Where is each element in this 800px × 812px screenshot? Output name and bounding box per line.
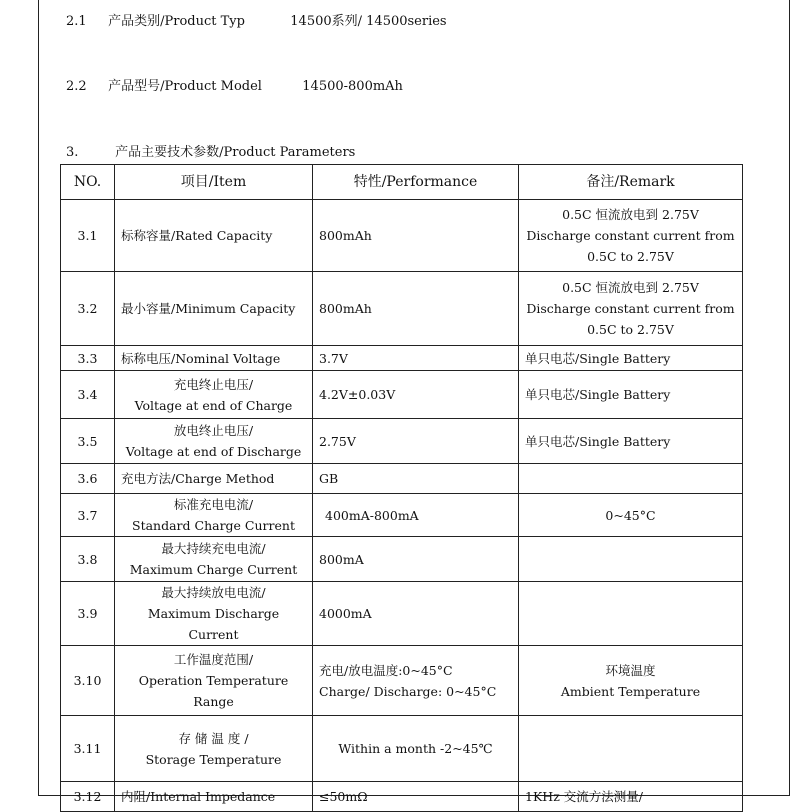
row-performance: ≤50mΩ xyxy=(313,782,519,812)
row-performance: 800mAh xyxy=(313,272,519,346)
row-performance: 3.7V xyxy=(313,346,519,371)
row-performance: GB xyxy=(313,464,519,494)
table-row xyxy=(61,419,743,464)
row-performance: Within a month -2~45℃ xyxy=(313,716,519,782)
row-item: 标准充电电流/ Standard Charge Current xyxy=(115,494,313,537)
row-remark xyxy=(519,537,743,582)
row-performance: 充电/放电温度:0~45°C Charge/ Discharge: 0~45°C xyxy=(313,646,519,716)
table-row xyxy=(61,537,743,582)
row-performance: 800mA xyxy=(313,537,519,582)
row-no: 3.1 xyxy=(61,200,115,272)
section-3 xyxy=(66,141,355,160)
section-label: 产品型号/Product Model xyxy=(108,79,262,94)
row-remark: 0.5C 恒流放电到 2.75V Discharge constant current from 0.5C to 2.75V xyxy=(519,272,743,346)
row-no: 3.11 xyxy=(61,716,115,782)
section-value: 14500系列/ 14500series xyxy=(290,14,447,29)
header-item: 项目/Item xyxy=(115,165,313,200)
table-row xyxy=(61,646,743,716)
section-2-1 xyxy=(66,10,447,29)
table-row xyxy=(61,272,743,346)
row-item: 放电终止电压/ Voltage at end of Discharge xyxy=(115,419,313,464)
row-item: 最小容量/Minimum Capacity xyxy=(115,272,313,346)
row-remark: 单只电芯/Single Battery xyxy=(519,346,743,371)
table-row xyxy=(61,582,743,646)
header-remark: 备注/Remark xyxy=(519,165,743,200)
row-remark xyxy=(519,582,743,646)
table-row xyxy=(61,346,743,371)
header-no: NO. xyxy=(61,165,115,200)
section-value: 14500-800mAh xyxy=(302,79,403,94)
table-row xyxy=(61,716,743,782)
row-no: 3.6 xyxy=(61,464,115,494)
row-remark: 0.5C 恒流放电到 2.75V Discharge constant current from 0.5C to 2.75V xyxy=(519,200,743,272)
row-item: 充电终止电压/ Voltage at end of Charge xyxy=(115,371,313,419)
row-no: 3.3 xyxy=(61,346,115,371)
row-remark: 单只电芯/Single Battery xyxy=(519,371,743,419)
table-row xyxy=(61,494,743,537)
row-item: 工作温度范围/ Operation Temperature Range xyxy=(115,646,313,716)
row-item: 存 储 温 度 / Storage Temperature xyxy=(115,716,313,782)
section-number: 2.2 xyxy=(66,79,87,94)
product-parameters-table xyxy=(60,164,743,812)
header-performance: 特性/Performance xyxy=(313,165,519,200)
section-number: 2.1 xyxy=(66,14,87,29)
table-row xyxy=(61,200,743,272)
row-remark: 0~45°C xyxy=(519,494,743,537)
row-performance: 400mA-800mA xyxy=(313,494,519,537)
section-2-2 xyxy=(66,75,403,94)
section-label: 产品类别/Product Typ xyxy=(108,14,245,29)
table-row xyxy=(61,371,743,419)
row-performance: 2.75V xyxy=(313,419,519,464)
table-row xyxy=(61,782,743,812)
row-no: 3.5 xyxy=(61,419,115,464)
table-row xyxy=(61,464,743,494)
row-no: 3.4 xyxy=(61,371,115,419)
row-remark: 环境温度 Ambient Temperature xyxy=(519,646,743,716)
row-no: 3.7 xyxy=(61,494,115,537)
row-no: 3.12 xyxy=(61,782,115,812)
row-no: 3.2 xyxy=(61,272,115,346)
row-remark xyxy=(519,464,743,494)
row-item: 标称容量/Rated Capacity xyxy=(115,200,313,272)
row-item: 最大持续充电电流/ Maximum Charge Current xyxy=(115,537,313,582)
row-item: 内阻/Internal Impedance xyxy=(115,782,313,812)
row-no: 3.10 xyxy=(61,646,115,716)
row-remark: 单只电芯/Single Battery xyxy=(519,419,743,464)
row-item: 最大持续放电电流/ Maximum Discharge Current xyxy=(115,582,313,646)
row-performance: 800mAh xyxy=(313,200,519,272)
row-performance: 4.2V±0.03V xyxy=(313,371,519,419)
row-performance: 4000mA xyxy=(313,582,519,646)
row-item: 标称电压/Nominal Voltage xyxy=(115,346,313,371)
row-remark xyxy=(519,716,743,782)
row-no: 3.9 xyxy=(61,582,115,646)
section-number: 3. xyxy=(66,145,79,160)
row-item: 充电方法/Charge Method xyxy=(115,464,313,494)
section-label: 产品主要技术参数/Product Parameters xyxy=(115,145,356,160)
table-header-row xyxy=(61,165,743,200)
row-no: 3.8 xyxy=(61,537,115,582)
row-remark: 1KHz 交流方法测量/ xyxy=(519,782,743,812)
